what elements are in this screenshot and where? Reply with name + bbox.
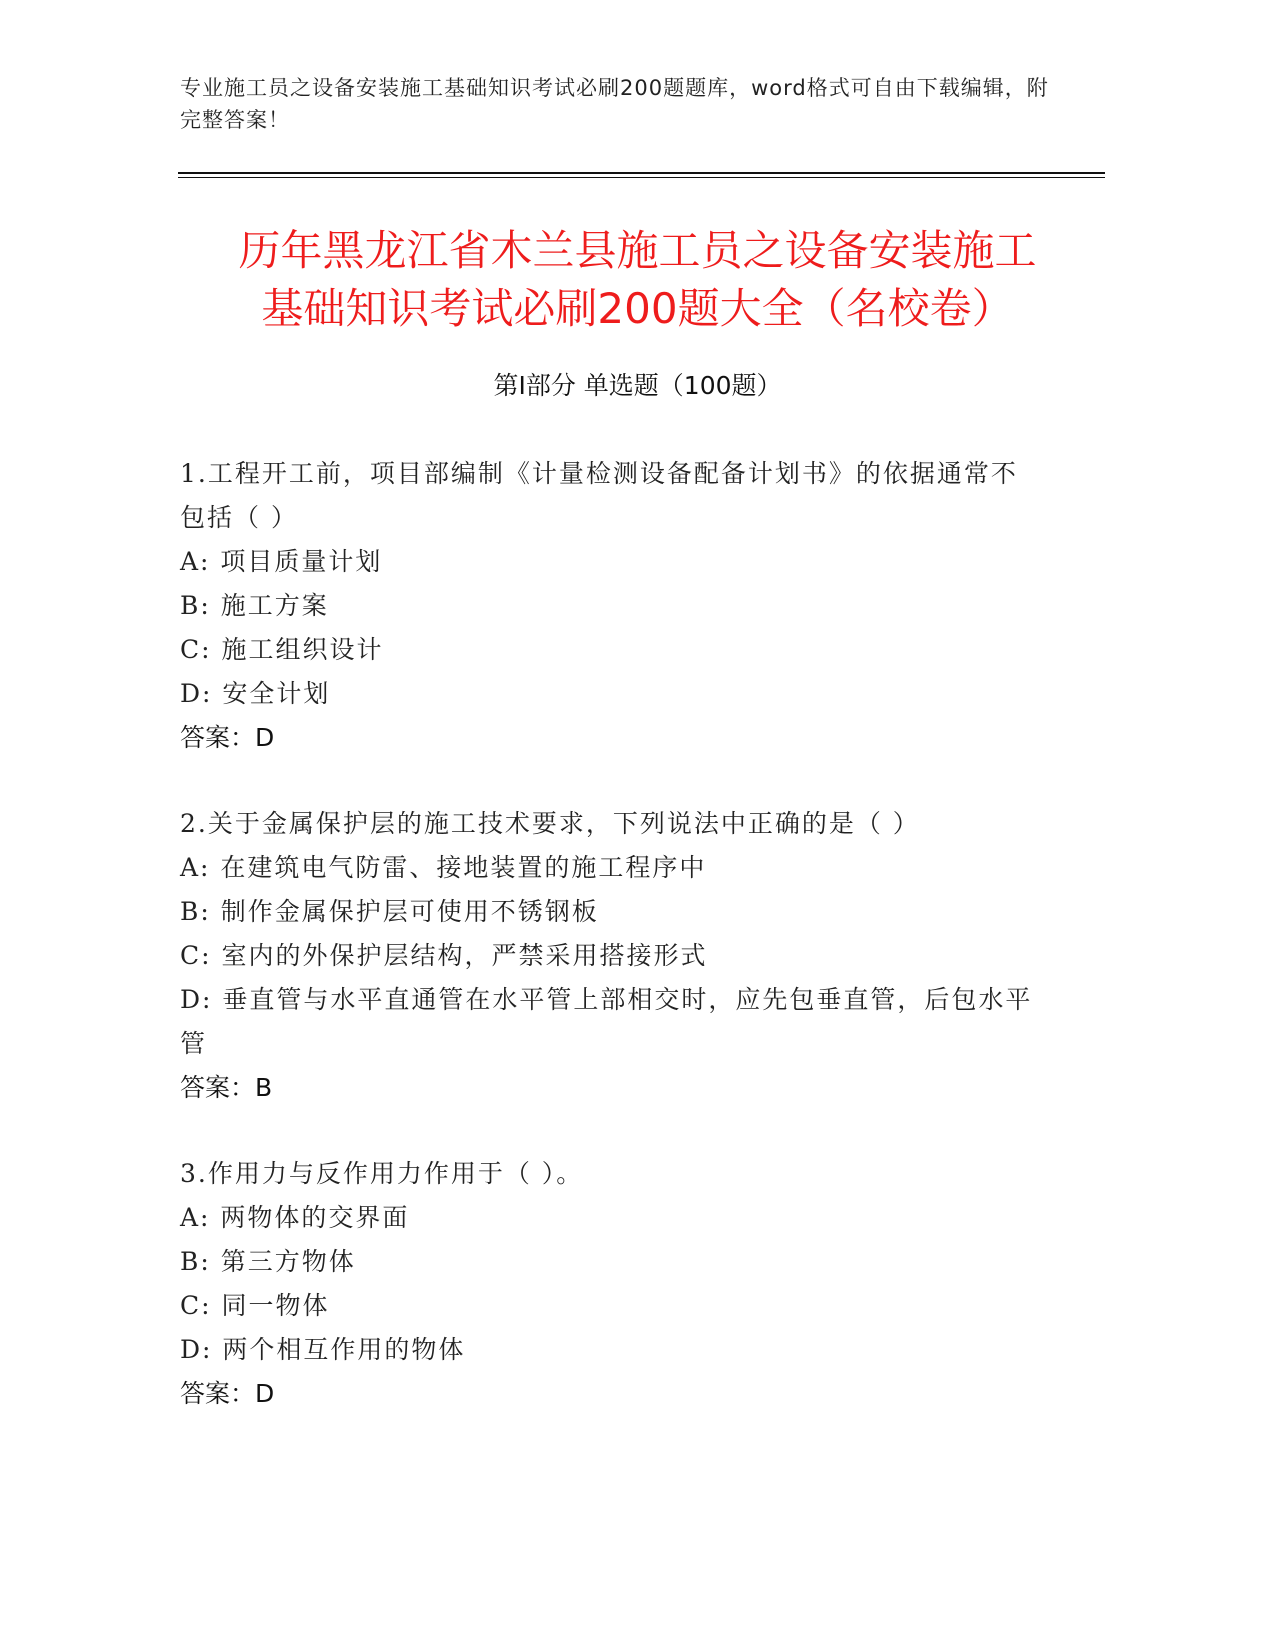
option-d: D: 两个相互作用的物体 — [180, 1335, 466, 1364]
option-c: C: 同一物体 — [180, 1291, 330, 1320]
question-list — [180, 452, 1040, 1458]
header-divider-thin — [178, 177, 1105, 178]
option-b: B: 制作金属保护层可使用不锈钢板 — [180, 897, 599, 926]
header-divider-thick — [178, 172, 1105, 174]
answer: 答案：D — [180, 1379, 275, 1408]
question-2 — [180, 802, 1040, 1110]
section-title: 第Ⅰ部分 单选题（100题） — [493, 371, 782, 400]
option-c: C: 室内的外保护层结构，严禁采用搭接形式 — [180, 941, 708, 970]
option-c: C: 施工组织设计 — [180, 635, 384, 664]
option-a: A: 项目质量计划 — [180, 547, 383, 576]
header-note: 专业施工员之设备安装施工基础知识考试必刷200题题库，word格式可自由下载编辑，附完整答案！ — [180, 76, 1049, 132]
answer: 答案：B — [180, 1073, 273, 1102]
option-b: B: 施工方案 — [180, 591, 329, 620]
option-d: D: 安全计划 — [180, 679, 331, 708]
question-stem: 2.关于金属保护层的施工技术要求，下列说法中正确的是（ ） — [180, 809, 920, 838]
document-title-line-1: 历年黑龙江省木兰县施工员之设备安装施工 — [238, 226, 1037, 275]
question-3 — [180, 1152, 1040, 1416]
answer: 答案：D — [180, 723, 275, 752]
document-title — [150, 222, 1125, 338]
option-d: D: 垂直管与水平直通管在水平管上部相交时，应先包垂直管，后包水平管 — [180, 985, 1033, 1058]
question-1 — [180, 452, 1040, 760]
question-stem: 1.工程开工前，项目部编制《计量检测设备配备计划书》的依据通常不包括（ ） — [180, 459, 1018, 532]
option-b: B: 第三方物体 — [180, 1247, 356, 1276]
document-title-line-2: 基础知识考试必刷200题大全（名校卷） — [261, 284, 1014, 333]
option-a: A: 两物体的交界面 — [180, 1203, 410, 1232]
option-a: A: 在建筑电气防雷、接地装置的施工程序中 — [180, 853, 707, 882]
question-stem: 3.作用力与反作用力作用于（ ）。 — [180, 1159, 584, 1188]
